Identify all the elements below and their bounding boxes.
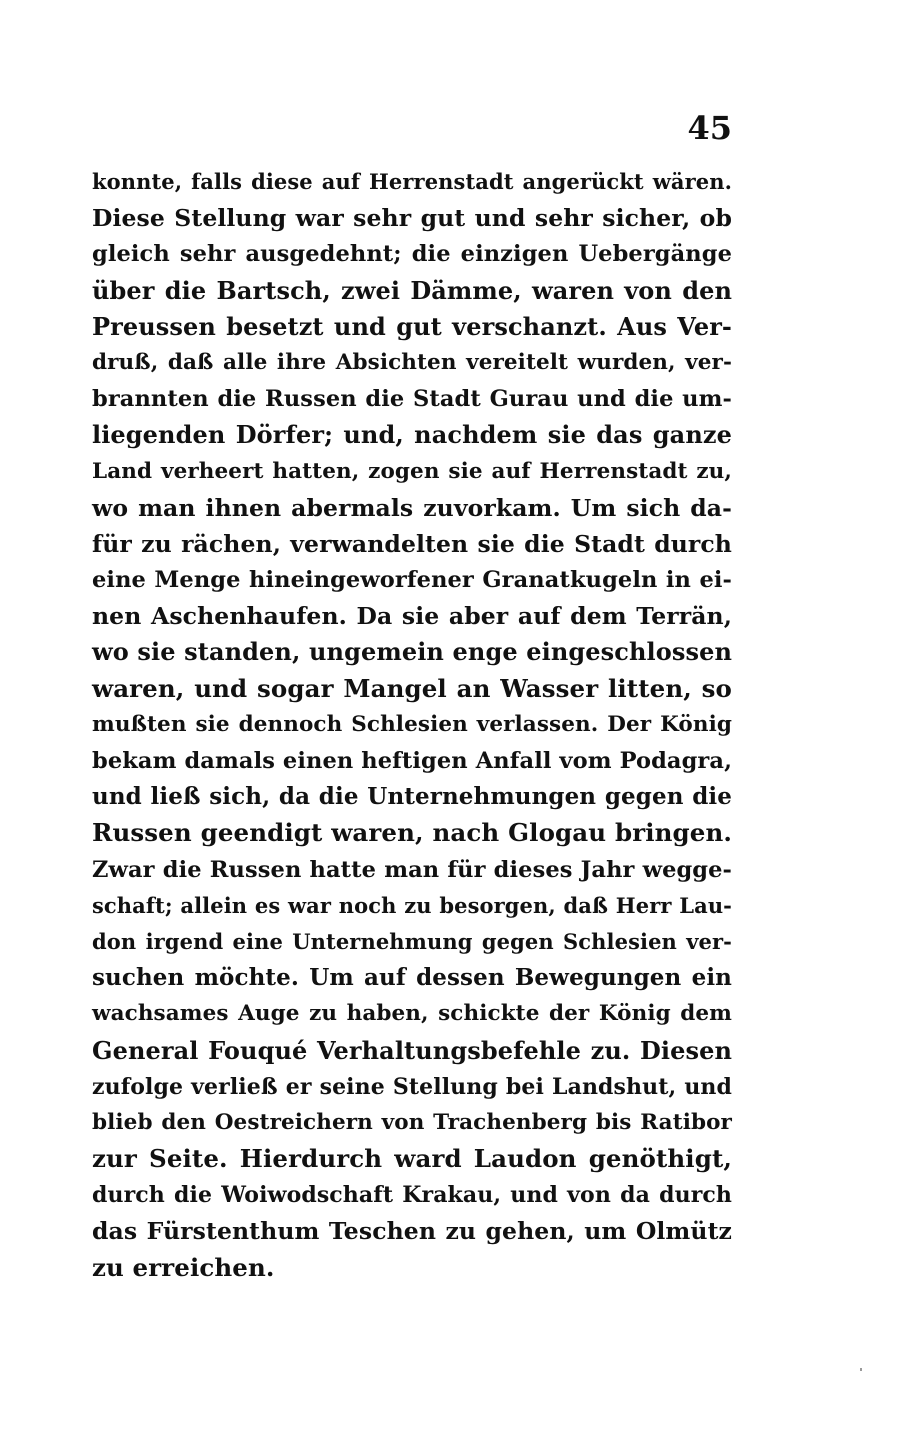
text-line: Preussen besetzt und gut verschanzt. Aus Ver- (92, 311, 732, 341)
text-line: Land verheert hatten, zogen sie auf Herrenstadt zu, (92, 458, 732, 484)
text-line: und ließ sich, da die Unternehmungen gegen die (92, 783, 732, 811)
text-line: für zu rächen, verwandelten sie die Stadt durch (92, 529, 732, 558)
text-line: eine Menge hineingeworfener Granatkugeln in ei- (92, 567, 732, 594)
text-line: suchen möchte. Um auf dessen Bewegungen ein (92, 964, 732, 992)
text-line: gleich sehr ausgedehnt; die einzigen Uebergänge (92, 241, 732, 268)
text-line: konnte, falls diese auf Herrenstadt angerückt wären. (92, 169, 732, 194)
text-line: Russen geendigt waren, nach Glogau bringen. (92, 818, 732, 848)
text-line: druß, daß alle ihre Absichten vereitelt wurden, ver- (92, 349, 732, 375)
text-line: über die Bartsch, zwei Dämme, waren von den (92, 275, 732, 305)
text-line: zufolge verließ er seine Stellung bei Landshut, und (92, 1073, 732, 1100)
paper-speck (860, 1368, 862, 1371)
text-line: bekam damals einen heftigen Anfall vom Podagra, (92, 748, 732, 774)
body-text (92, 164, 732, 1286)
text-line: das Fürstenthum Teschen zu gehen, um Olmütz (92, 1217, 732, 1246)
text-line: brannten die Russen die Stadt Gurau und die um- (92, 386, 732, 413)
text-line: waren, und sogar Mangel an Wasser litten, so (92, 673, 732, 703)
text-line: Diese Stellung war sehr gut und sehr sicher, ob (92, 204, 732, 233)
text-line: nen Aschenhaufen. Da sie aber auf dem Terrän, (92, 602, 732, 631)
text-line: schaft; allein es war noch zu besorgen, daß Herr Lau- (92, 892, 732, 918)
text-line: durch die Woiwodschaft Krakau, und von da durch (92, 1182, 732, 1209)
text-line: zur Seite. Hierdurch ward Laudon genöthigt, (92, 1144, 732, 1174)
text-line: wachsames Auge zu haben, schickte der König dem (92, 1001, 732, 1027)
text-line: liegenden Dörfer; und, nachdem sie das ganze (92, 420, 732, 450)
text-line: General Fouqué Verhaltungsbefehle zu. Diesen (92, 1035, 732, 1065)
text-line: blieb den Oestreichern von Trachenberg bis Ratibor (92, 1109, 732, 1135)
page-number: 45 (687, 109, 732, 147)
text-line: wo man ihnen abermals zuvorkam. Um sich da- (92, 493, 732, 522)
text-line: Zwar die Russen hatte man für dieses Jahr wegge- (92, 856, 732, 883)
text-line: mußten sie dennoch Schlesien verlassen. Der König (92, 711, 732, 737)
text-line: zu erreichen. (92, 1252, 275, 1282)
text-line: wo sie standen, ungemein enge eingeschlossen (92, 637, 732, 667)
text-line: don irgend eine Unternehmung gegen Schlesien ver- (92, 928, 732, 954)
